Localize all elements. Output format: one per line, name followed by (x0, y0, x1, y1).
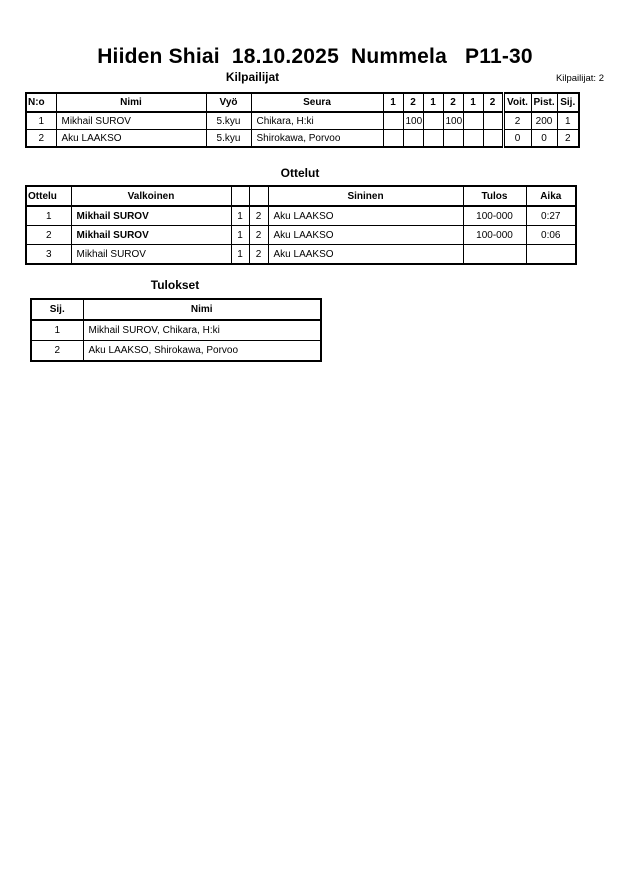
matches-header-row (26, 186, 576, 206)
col-score-2: 2 (403, 93, 423, 112)
col-wins: Voit. (503, 93, 531, 112)
col-score-5: 1 (463, 93, 483, 112)
result-name: Aku LAAKSO, Shirokawa, Porvoo (83, 341, 321, 362)
match-row (26, 226, 576, 245)
match-no: 2 (26, 226, 71, 245)
points-cell: 200 (531, 112, 557, 130)
col-score-3: 1 (423, 93, 443, 112)
col-result: Tulos (463, 186, 526, 206)
blue-name: Aku LAAKSO (268, 226, 463, 245)
col-time: Aika (526, 186, 576, 206)
competitor-belt: 5.kyu (206, 130, 251, 148)
score-cell (423, 112, 443, 130)
score-cell (483, 112, 503, 130)
score-cell (483, 130, 503, 148)
score-cell (383, 112, 403, 130)
blue-competitor-no: 2 (249, 245, 268, 265)
white-competitor-no: 1 (231, 245, 249, 265)
competitor-no: 2 (26, 130, 56, 148)
competitor-row (26, 130, 579, 148)
result-name: Mikhail SUROV, Chikara, H:ki (83, 320, 321, 341)
place-cell: 1 (557, 112, 579, 130)
competitor-club: Shirokawa, Porvoo (251, 130, 383, 148)
wins-cell: 2 (503, 112, 531, 130)
score-cell (403, 130, 423, 148)
results-table (30, 298, 322, 362)
score-cell (463, 112, 483, 130)
results-section-heading: Tulokset (150, 278, 200, 292)
competitors-section-heading: Kilpailijat (225, 70, 280, 84)
result-place: 2 (31, 341, 83, 362)
score-cell (383, 130, 403, 148)
col-score-1: 1 (383, 93, 403, 112)
result-row (31, 320, 321, 341)
col-white: Valkoinen (71, 186, 231, 206)
col-points: Pist. (531, 93, 557, 112)
col-no: N:o (26, 93, 56, 112)
col-club: Seura (251, 93, 383, 112)
col-blue: Sininen (268, 186, 463, 206)
col-white-no (231, 186, 249, 206)
col-place: Sij. (31, 299, 83, 320)
blue-competitor-no: 2 (249, 206, 268, 226)
matches-table (25, 185, 577, 265)
col-blue-no (249, 186, 268, 206)
col-match: Ottelu (26, 186, 71, 206)
time-cell: 0:27 (526, 206, 576, 226)
blue-name: Aku LAAKSO (268, 245, 463, 265)
white-competitor-no: 1 (231, 206, 249, 226)
white-name: Mikhail SUROV (71, 206, 231, 226)
result-cell: 100-000 (463, 206, 526, 226)
competitors-header-row (26, 93, 579, 112)
match-no: 3 (26, 245, 71, 265)
col-place: Sij. (557, 93, 579, 112)
competitor-count-label: Kilpailijat: 2 (555, 73, 604, 84)
place-cell: 2 (557, 130, 579, 148)
col-score-6: 2 (483, 93, 503, 112)
score-cell (463, 130, 483, 148)
blue-name: Aku LAAKSO (268, 206, 463, 226)
time-cell (526, 245, 576, 265)
time-cell: 0:06 (526, 226, 576, 245)
score-cell (423, 130, 443, 148)
competitor-row (26, 112, 579, 130)
col-score-4: 2 (443, 93, 463, 112)
wins-cell: 0 (503, 130, 531, 148)
score-cell: 100 (403, 112, 423, 130)
col-name: Nimi (56, 93, 206, 112)
white-name: Mikhail SUROV (71, 245, 231, 265)
score-cell (443, 130, 463, 148)
score-cell: 100 (443, 112, 463, 130)
competitor-name: Aku LAAKSO (56, 130, 206, 148)
subheader-row (0, 71, 630, 85)
white-name: Mikhail SUROV (71, 226, 231, 245)
match-row (26, 206, 576, 226)
result-place: 1 (31, 320, 83, 341)
page-title: Hiiden Shiai 18.10.2025 Nummela P11-30 (97, 45, 533, 68)
col-name: Nimi (83, 299, 321, 320)
points-cell: 0 (531, 130, 557, 148)
col-belt: Vyö (206, 93, 251, 112)
competitors-table (25, 92, 580, 148)
competitor-no: 1 (26, 112, 56, 130)
match-no: 1 (26, 206, 71, 226)
result-cell (463, 245, 526, 265)
results-header-row (31, 299, 321, 320)
competitor-belt: 5.kyu (206, 112, 251, 130)
match-row (26, 245, 576, 265)
matches-section-heading: Ottelut (280, 166, 320, 180)
blue-competitor-no: 2 (249, 226, 268, 245)
competitor-name: Mikhail SUROV (56, 112, 206, 130)
result-row (31, 341, 321, 362)
result-cell: 100-000 (463, 226, 526, 245)
competitor-club: Chikara, H:ki (251, 112, 383, 130)
white-competitor-no: 1 (231, 226, 249, 245)
